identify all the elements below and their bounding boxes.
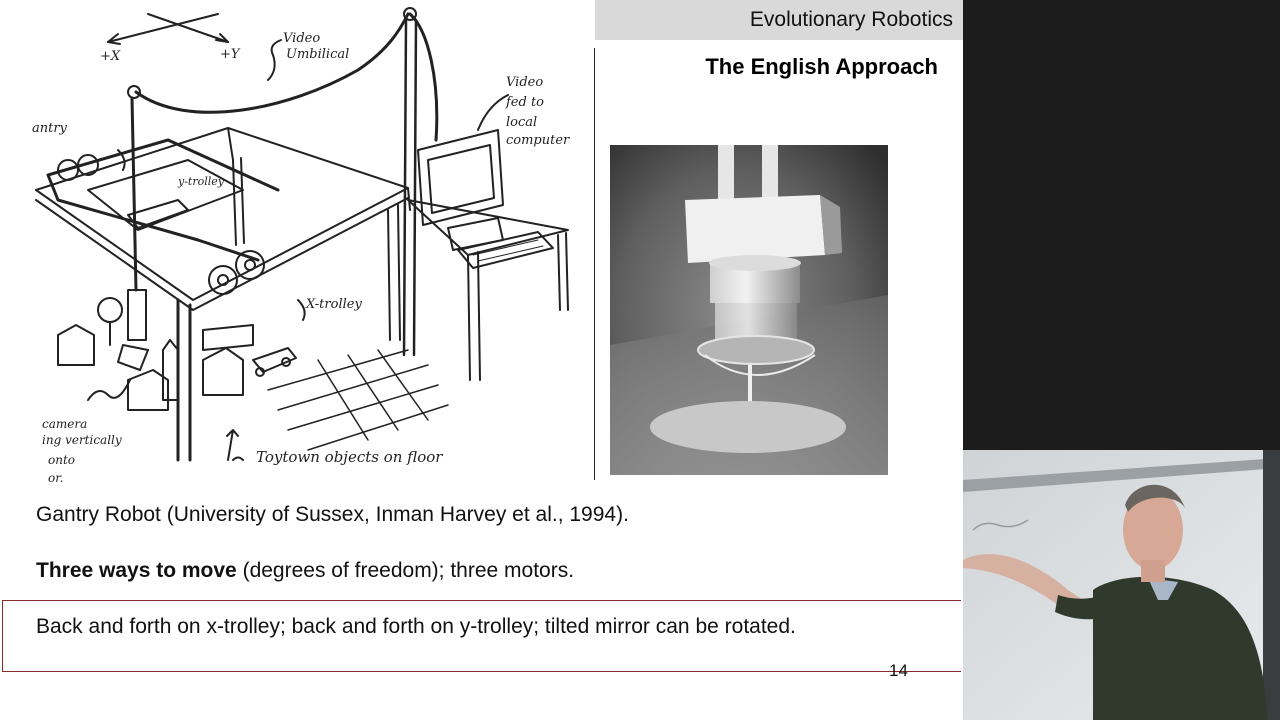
label-video-fed-1: Video — [506, 75, 544, 90]
slide-subtitle: The English Approach — [705, 54, 938, 79]
caption-gantry-robot: Gantry Robot (University of Sussex, Inman Harvey et al., 1994). — [36, 503, 629, 526]
label-gantry: antry — [32, 121, 67, 136]
lecturer-video — [963, 450, 1280, 720]
gantry-camera-photo — [610, 145, 888, 475]
dof-bold-text: Three ways to move — [36, 559, 237, 582]
label-camera-3: onto — [48, 453, 75, 467]
label-video-fed-4: computer — [506, 133, 570, 148]
dof-text — [36, 559, 574, 583]
label-toytown: Toytown objects on floor — [256, 448, 443, 466]
label-video-umbilical-2: Umbilical — [286, 47, 350, 62]
label-plus-x: +X — [100, 49, 121, 64]
label-y-trolley: y-trolley — [178, 175, 224, 188]
label-x-trolley: X-trolley — [306, 297, 362, 312]
header-bar — [595, 0, 963, 40]
label-plus-y: +Y — [220, 47, 240, 62]
movement-description: Back and forth on x-trolley; back and forth on y-trolley; tilted mirror can be rotated. — [36, 615, 796, 638]
label-camera-1: camera — [42, 417, 88, 431]
vertical-divider — [594, 48, 595, 480]
video-background — [963, 0, 1280, 450]
label-video-fed-2: fed to — [506, 95, 545, 110]
gantry-robot-sketch — [28, 0, 588, 485]
label-video-fed-3: local — [506, 115, 538, 130]
page-number: 14 — [889, 661, 908, 680]
label-video-umbilical-1: Video — [283, 31, 321, 46]
label-camera-4: or. — [48, 471, 64, 485]
slide-header-title: Evolutionary Robotics — [749, 8, 953, 31]
dof-rest-text: (degrees of freedom); three motors. — [236, 559, 575, 582]
label-camera-2: ing vertically — [42, 433, 122, 447]
